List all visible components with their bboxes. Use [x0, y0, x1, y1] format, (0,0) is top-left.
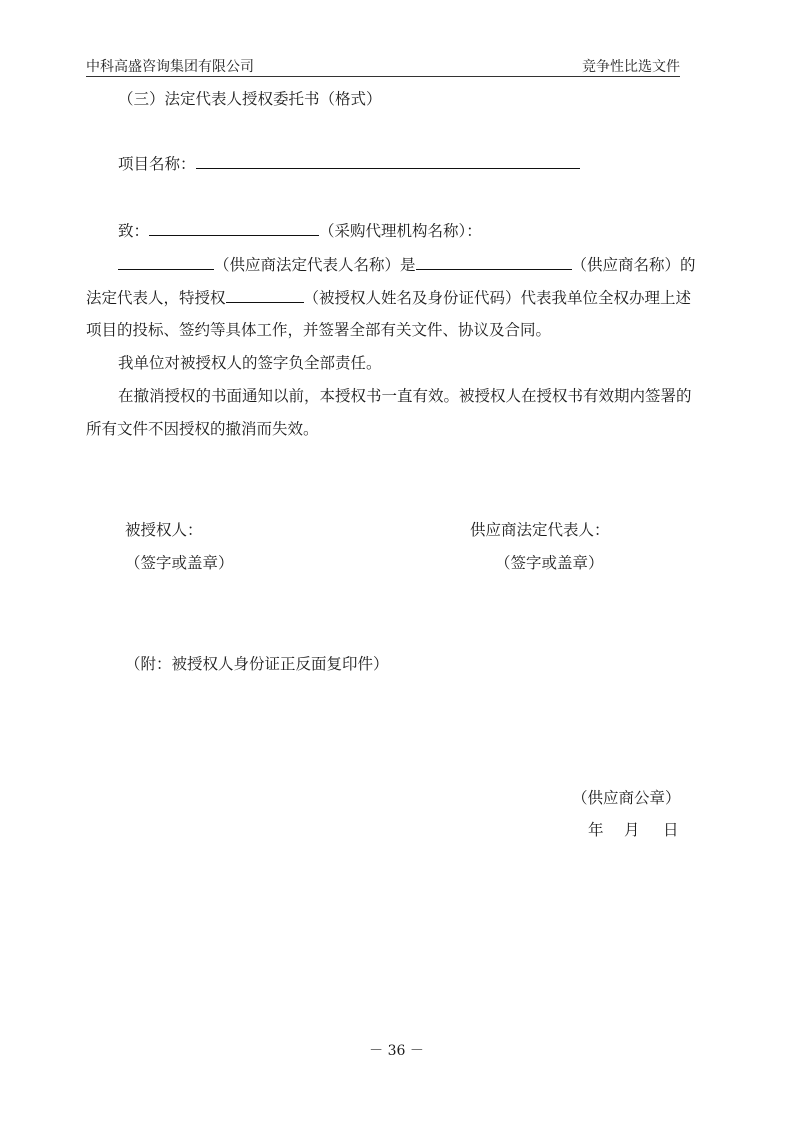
supplier-name-blank — [416, 253, 572, 270]
para3-line2: 所有文件不因授权的撤消而失效。 — [86, 420, 319, 438]
para3-line1: 在撤消授权的书面通知以前，本授权书一直有效。被授权人在授权书有效期内签署的 — [118, 387, 692, 405]
to-suffix: （采购代理机构名称）： — [319, 222, 482, 240]
para1-line1 — [118, 253, 696, 276]
legal-rep-sign-hint: （签字或盖章） — [495, 554, 604, 572]
para1-text1: （供应商法定代表人名称）是 — [214, 256, 416, 274]
date-day: 日 — [663, 821, 679, 839]
attachment-note: （附：被授权人身份证正反面复印件） — [125, 655, 389, 673]
header-divider — [86, 76, 680, 77]
para1-line3: 项目的投标、签约等具体工作，并签署全部有关文件、协议及合同。 — [86, 321, 552, 339]
para1-line2 — [86, 286, 691, 309]
to-row — [118, 219, 482, 242]
date-year: 年 — [588, 821, 604, 839]
para1-text3: 法定代表人，特授权 — [86, 289, 226, 307]
to-label: 致： — [118, 222, 150, 240]
date-month: 月 — [624, 821, 640, 839]
legal-rep-name-blank — [118, 253, 214, 270]
grantee-label: 被授权人： — [125, 521, 203, 539]
project-name-row — [118, 152, 580, 175]
grantee-sign-hint: （签字或盖章） — [125, 554, 234, 572]
header-document-type: 竞争性比选文件 — [582, 59, 680, 75]
grantee-name-blank — [226, 286, 304, 303]
section-title: （三）法定代表人授权委托书（格式） — [118, 90, 382, 108]
supplier-seal-label: （供应商公章） — [572, 789, 681, 807]
para2: 我单位对被授权人的签字负全部责任。 — [118, 354, 382, 372]
para1-text4: （被授权人姓名及身份证代码）代表我单位全权办理上述 — [303, 289, 692, 307]
header-company-name: 中科高盛咨询集团有限公司 — [86, 59, 254, 75]
project-name-blank — [196, 152, 580, 169]
agency-name-blank — [149, 219, 319, 236]
project-name-label: 项目名称： — [118, 155, 196, 173]
legal-rep-label: 供应商法定代表人： — [470, 521, 610, 539]
page-number: － 36 － — [369, 1043, 424, 1059]
para1-text2: （供应商名称）的 — [571, 256, 696, 274]
